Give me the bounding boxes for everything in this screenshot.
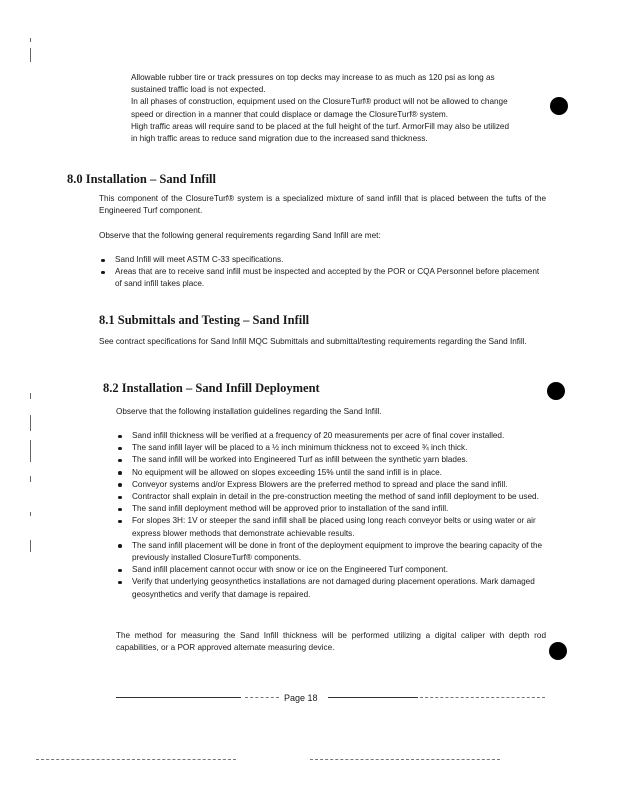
margin-mark	[30, 476, 31, 482]
list-item: No equipment will be allowed on slopes exceeding 15% until the sand infill is in place.	[116, 467, 546, 479]
margin-mark	[30, 440, 31, 462]
intro-line: sustained traffic load is not expected.	[131, 85, 266, 95]
list-item: Areas that are to receive sand infill must be inspected and accepted by the POR or CQA Personnel before placement of sand infill takes place.	[99, 266, 546, 290]
section-heading-8-1: 8.1 Submittals and Testing – Sand Infill	[99, 313, 310, 327]
footer-rule-left-dashes	[245, 697, 279, 698]
section-8-2-bullets	[116, 430, 546, 601]
list-item: Sand infill placement cannot occur with snow or ice on the Engineered Turf component.	[116, 564, 546, 576]
margin-mark	[30, 540, 31, 552]
section-8-0-bullets	[99, 254, 546, 291]
punch-hole-dot	[549, 642, 567, 660]
scan-artifact-line	[310, 759, 500, 760]
footer-rule-right	[328, 697, 418, 698]
list-item: Verify that underlying geosynthetics installations are not damaged during placement operations. Mark damaged geosynthetics and verify that damage is repaired.	[116, 576, 546, 600]
list-item: The sand infill layer will be placed to a ½ inch minimum thickness not to exceed ¾ inch thick.	[116, 442, 546, 454]
intro-line: speed or direction in a manner that could displace or damage the ClosureTurf® system.	[131, 109, 449, 119]
footer-rule-left	[116, 697, 241, 698]
section-heading-8-2: 8.2 Installation – Sand Infill Deployment	[103, 381, 320, 395]
intro-line: in high traffic areas to reduce sand migration due to the increased sand thickness.	[131, 134, 428, 144]
footer-rule-right-dashes	[420, 697, 545, 698]
punch-hole-dot	[547, 382, 565, 400]
intro-line: High traffic areas will require sand to be placed at the full height of the turf. ArmorFill may also be utilized	[131, 121, 510, 131]
section-8-1-paragraph: See contract specifications for Sand Infill MQC Submittals and submittal/testing requirements regarding the Sand Infill.	[99, 337, 527, 346]
list-item: Sand Infill will meet ASTM C-33 specifications.	[99, 254, 546, 266]
page-number: Page 18	[284, 693, 318, 703]
list-item: For slopes 3H: 1V or steeper the sand infill shall be placed using long reach conveyor belts or using water or air express blower methods that demonstrate achievable results.	[116, 515, 546, 539]
margin-mark	[30, 415, 31, 431]
section-8-2-lead: Observe that the following installation guidelines regarding the Sand Infill.	[116, 407, 382, 416]
intro-block	[131, 72, 547, 145]
list-item: Sand infill thickness will be verified at a frequency of 20 measurements per acre of final cover installed.	[116, 430, 546, 442]
list-item: The sand infill placement will be done in front of the deployment equipment to improve the bearing capacity of the previously installed ClosureTurf® components.	[116, 540, 546, 564]
list-item: Contractor shall explain in detail in the pre-construction meeting the method of sand infill deployment to be used.	[116, 491, 546, 503]
section-8-0-paragraph: This component of the ClosureTurf® system is a specialized mixture of sand infill that is placed between the tufts of the Engineered Turf component.	[99, 194, 546, 216]
list-item: The sand infill will be worked into Engineered Turf as infill between the synthetic yarn blades.	[116, 454, 546, 466]
scan-artifact-line	[36, 759, 236, 760]
section-8-2-closing: The method for measuring the Sand Infill thickness will be performed utilizing a digital caliper with depth rod capabilities, or a POR approved alternate measuring device.	[116, 631, 546, 653]
section-heading-8-0: 8.0 Installation – Sand Infill	[67, 172, 217, 186]
margin-mark	[30, 48, 31, 62]
margin-mark	[30, 38, 31, 42]
list-item: The sand infill deployment method will be approved prior to installation of the sand infill.	[116, 503, 546, 515]
intro-line: In all phases of construction, equipment used on the ClosureTurf® product will not be allowed to change	[131, 97, 508, 107]
margin-mark	[30, 512, 31, 516]
punch-hole-dot	[550, 97, 568, 115]
section-8-0-lead: Observe that the following general requirements regarding Sand Infill are met:	[99, 231, 381, 240]
list-item: Conveyor systems and/or Express Blowers are the preferred method to spread and place the sand infill.	[116, 479, 546, 491]
intro-line: Allowable rubber tire or track pressures on top decks may increase to as much as 120 psi as long as	[131, 73, 495, 82]
margin-mark	[30, 393, 31, 399]
